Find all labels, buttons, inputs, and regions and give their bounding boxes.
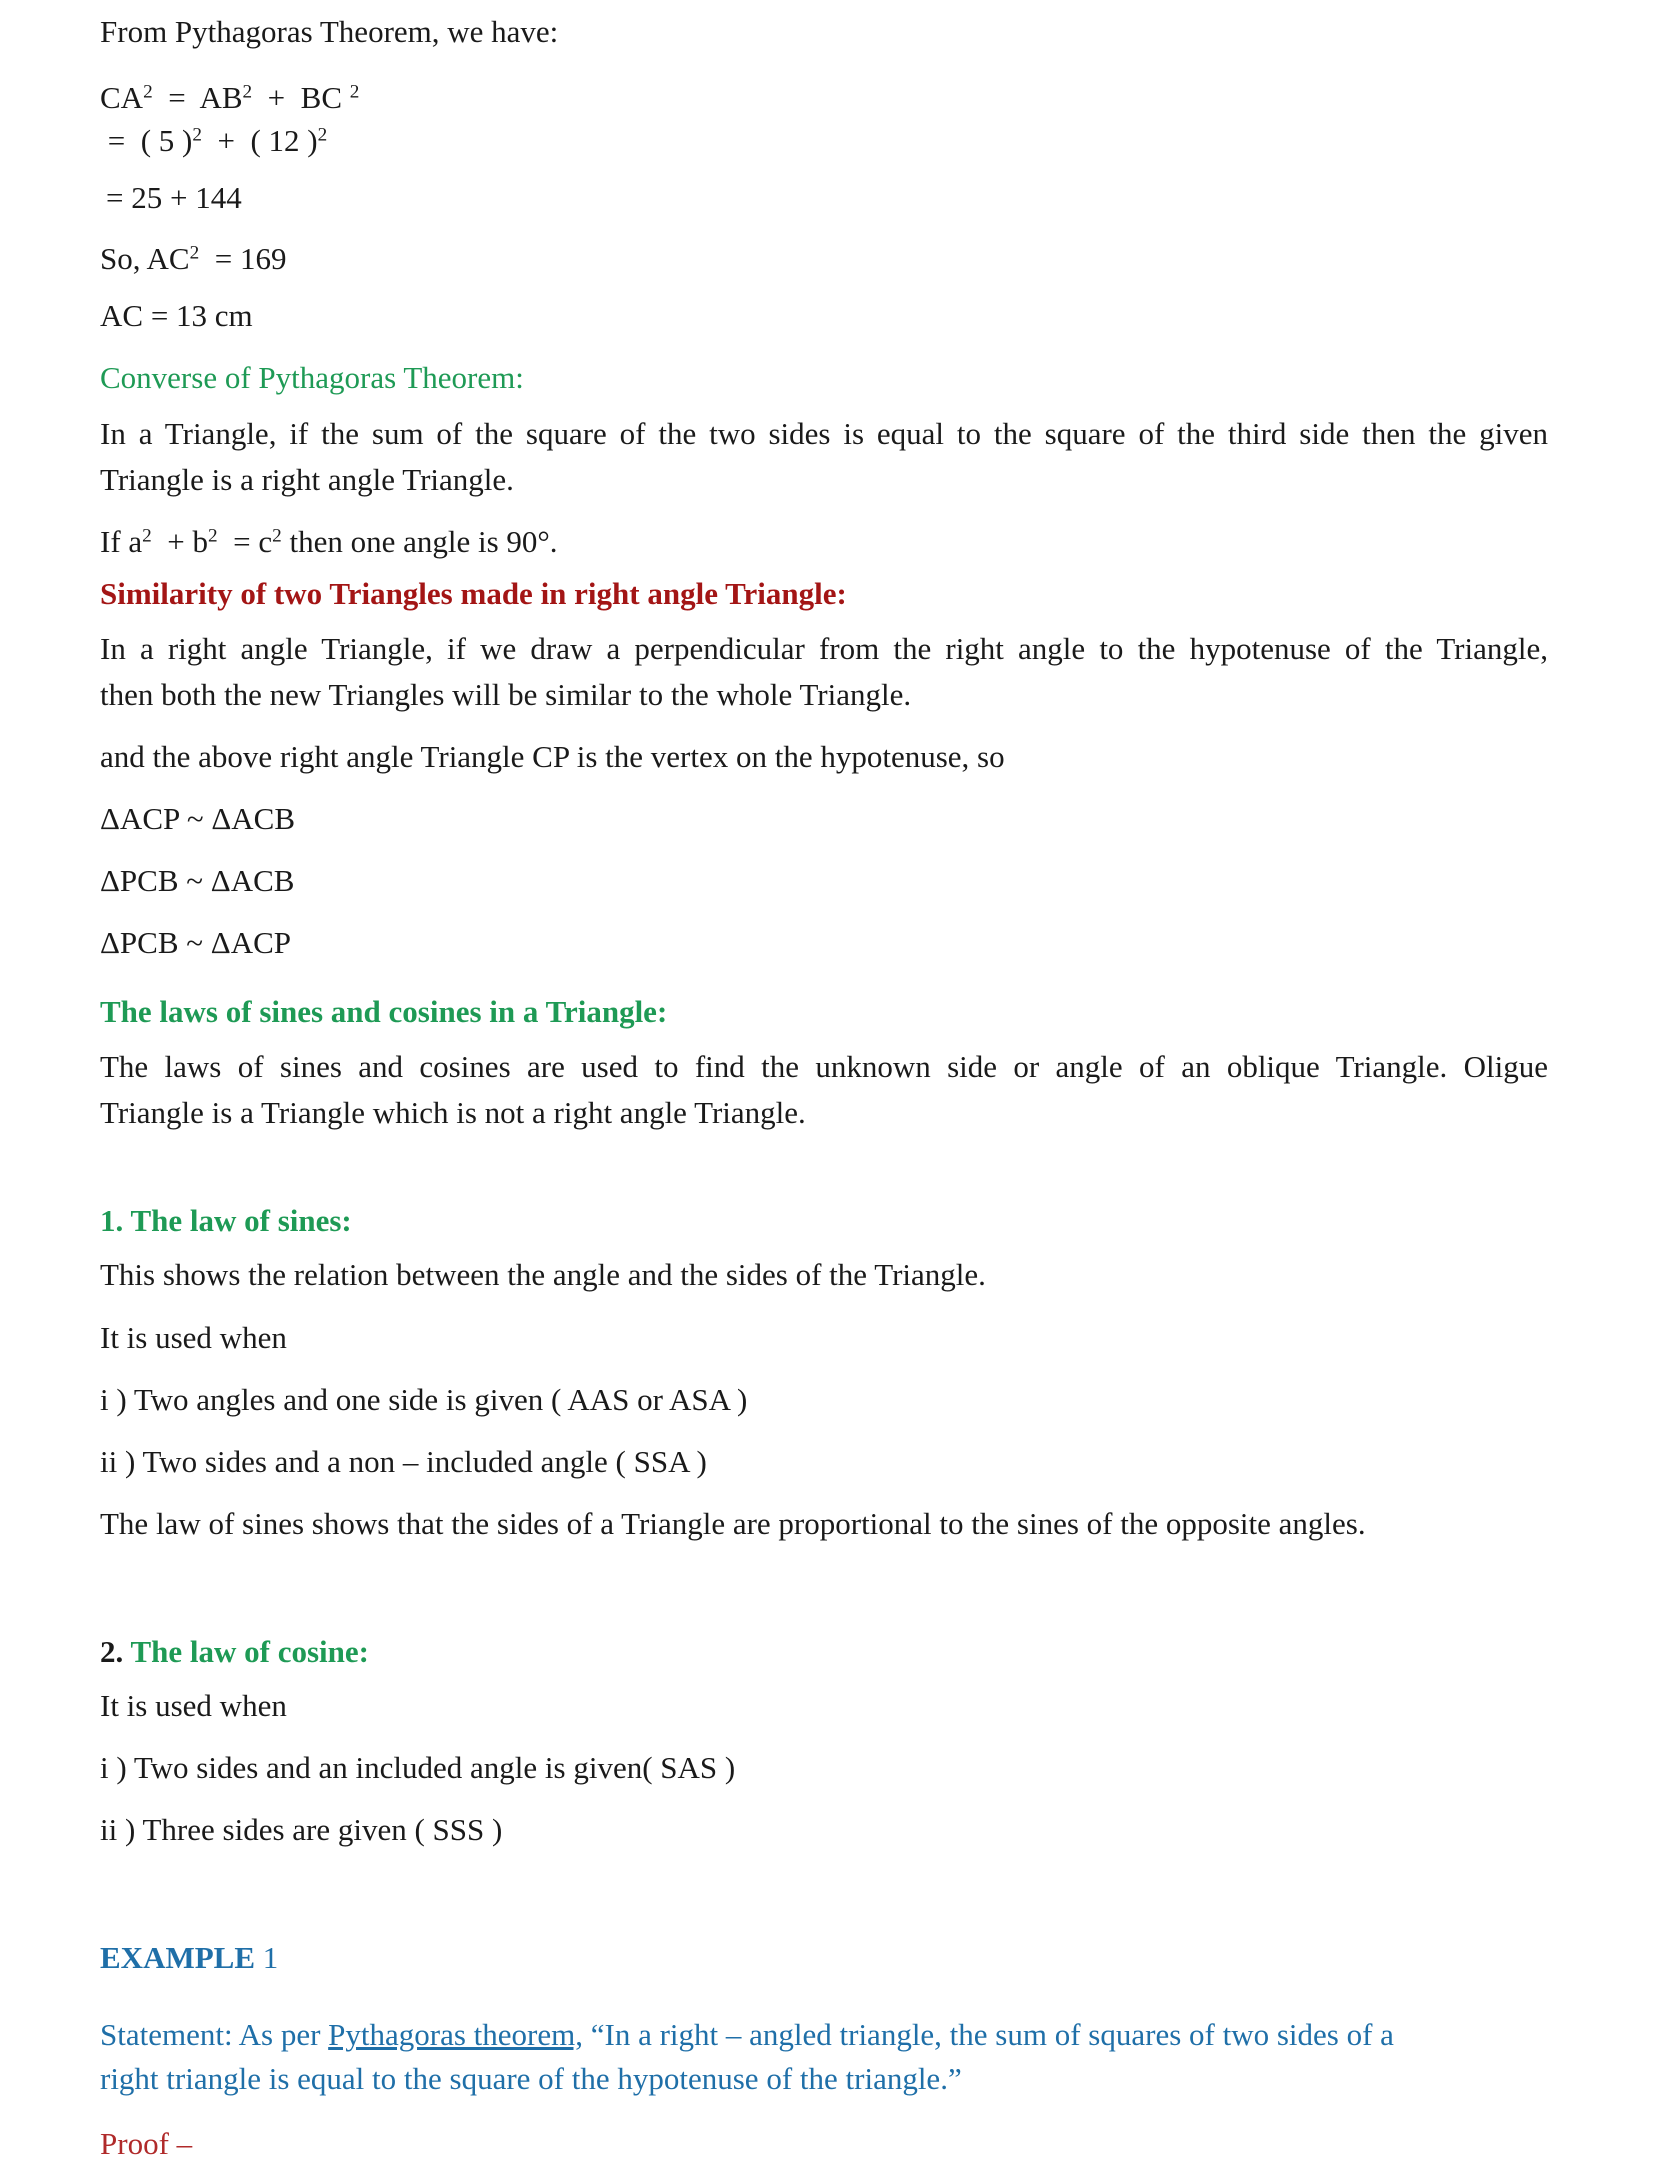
cosine-item-2: ii ) Three sides are given ( SSS ) (100, 1812, 503, 1847)
similarity-relation-1: ΔACP ~ ΔACB (100, 801, 296, 836)
similarity-relation-3: ΔPCB ~ ΔACP (100, 925, 292, 960)
equation-ca-squared: $CA^2 = AB^2$ + BC $^2$ (100, 80, 360, 115)
similarity-heading: Similarity of two Triangles made in right angle Triangle: (100, 576, 847, 611)
converse-rule: If $a^2 + b^2 = c^2$ then one angle is 90°. (100, 524, 558, 559)
law-of-cosine-heading: 2. The law of cosine: (100, 1634, 369, 1669)
equation-ac: AC = 13 cm (100, 298, 253, 333)
example-statement-line2: right triangle is equal to the square of the hypotenuse of the triangle.” (100, 2061, 962, 2096)
laws-heading: The laws of sines and cosines in a Triangle: (100, 994, 668, 1029)
laws-paragraph-line1: The laws of sines and cosines are used to find the unknown side or angle of an oblique Triangle. Oligue (100, 1049, 1548, 1084)
sines-relation-line: This shows the relation between the angle and the sides of the Triangle. (100, 1257, 986, 1292)
similarity-vertex-line: and the above right angle Triangle CP is the vertex on the hypotenuse, so (100, 739, 1005, 774)
proof-label: Proof – (100, 2126, 193, 2161)
equation-substitution: = ( 5 )$^2$ + ( 12 )$^2$ (107, 123, 328, 158)
converse-heading: Converse of Pythagoras Theorem: (100, 360, 524, 395)
sines-item-2: ii ) Two sides and a non – included angle ( SSA ) (100, 1444, 707, 1479)
equation-result: So, $AC^2 = 169$ (100, 241, 287, 276)
sines-used-when: It is used when (100, 1320, 287, 1355)
example-heading: EXAMPLE 1 (100, 1940, 279, 1975)
law-of-sines-heading: 1. The law of sines: (100, 1203, 352, 1238)
equation-sum: = 25 + 144 (106, 180, 242, 215)
sines-item-1: i ) Two angles and one side is given ( AAS or ASA ) (100, 1382, 748, 1417)
intro-line: From Pythagoras Theorem, we have: (100, 14, 559, 49)
converse-paragraph-line2: Triangle is a right angle Triangle. (100, 462, 514, 497)
sines-proportional-line: The law of sines shows that the sides of a Triangle are proportional to the sines of the opposite angles. (100, 1506, 1366, 1541)
cosine-item-1: i ) Two sides and an included angle is given( SAS ) (100, 1750, 736, 1785)
converse-paragraph-line1: In a Triangle, if the sum of the square of the two sides is equal to the square of the third side then the given (100, 416, 1548, 451)
similarity-relation-2: ΔPCB ~ ΔACB (100, 863, 295, 898)
pythagoras-theorem-link[interactable]: Pythagoras theorem, (328, 2017, 583, 2052)
laws-paragraph-line2: Triangle is a Triangle which is not a right angle Triangle. (100, 1095, 806, 1130)
similarity-paragraph-line2: then both the new Triangles will be similar to the whole Triangle. (100, 677, 912, 712)
example-statement-line1: Statement: As per Pythagoras theorem, “In a right – angled triangle, the sum of squares of two sides of a (100, 2017, 1394, 2052)
cosine-used-when: It is used when (100, 1688, 287, 1723)
similarity-paragraph-line1: In a right angle Triangle, if we draw a perpendicular from the right angle to the hypotenuse of the Triangle, (100, 631, 1548, 666)
